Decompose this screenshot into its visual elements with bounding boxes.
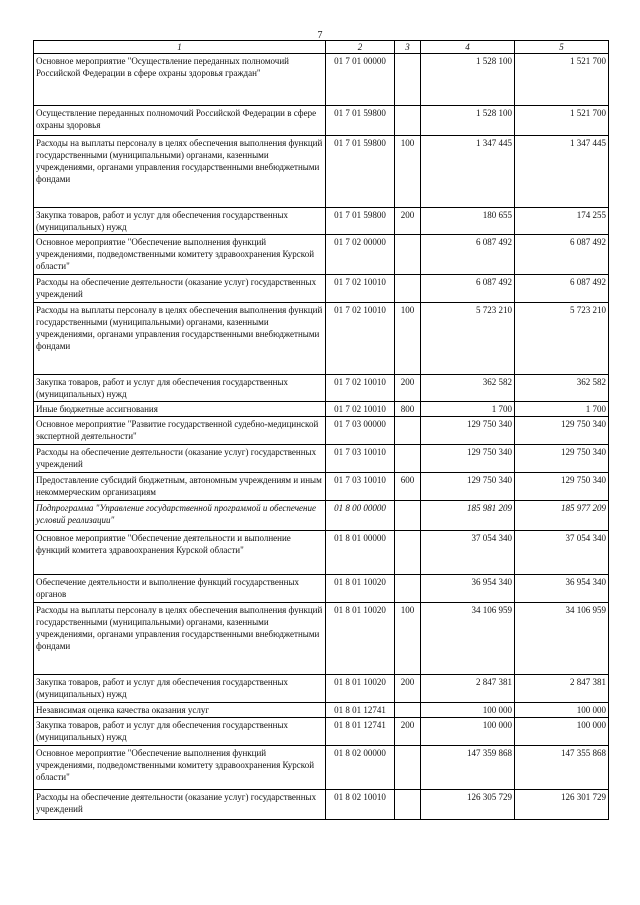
table-row — [34, 303, 609, 375]
row-type — [395, 501, 421, 531]
row-name: Расходы на обеспечение деятельности (оказание услуг) государственных учреждений — [34, 445, 326, 473]
row-type — [395, 275, 421, 303]
row-value-2: 1 700 — [515, 402, 609, 417]
table-header-row — [34, 41, 609, 54]
row-type — [395, 790, 421, 820]
row-value-1: 100 000 — [421, 718, 515, 746]
table-row — [34, 417, 609, 445]
row-code: 01 7 03 10010 — [326, 473, 395, 501]
row-name: Подпрограмма "Управление государственной программой и обеспечение условий реализации" — [34, 501, 326, 531]
row-value-2: 129 750 340 — [515, 473, 609, 501]
row-type: 100 — [395, 136, 421, 208]
row-code: 01 8 01 10020 — [326, 675, 395, 703]
row-value-1: 1 528 100 — [421, 54, 515, 106]
row-name: Расходы на выплаты персоналу в целях обеспечения выполнения функций государственными (муниципальными) органами, казенными учреждениями, органами управления государственными внебюджетными фондами — [34, 136, 326, 208]
row-code: 01 7 02 10010 — [326, 303, 395, 375]
row-type: 600 — [395, 473, 421, 501]
table-row — [34, 675, 609, 703]
row-value-2: 5 723 210 — [515, 303, 609, 375]
row-value-1: 5 723 210 — [421, 303, 515, 375]
table-row — [34, 402, 609, 417]
row-name: Обеспечение деятельности и выполнение функций государственных органов — [34, 575, 326, 603]
row-value-2: 129 750 340 — [515, 445, 609, 473]
table-row — [34, 531, 609, 575]
row-code: 01 8 01 12741 — [326, 703, 395, 718]
row-name: Закупка товаров, работ и услуг для обеспечения государственных (муниципальных) нужд — [34, 208, 326, 235]
row-name: Расходы на обеспечение деятельности (оказание услуг) государственных учреждений — [34, 790, 326, 820]
row-value-1: 6 087 492 — [421, 275, 515, 303]
row-value-2: 147 355 868 — [515, 746, 609, 790]
row-name: Основное мероприятие "Обеспечение деятельности и выполнение функций комитета здравоохранения Курской области" — [34, 531, 326, 575]
row-type: 200 — [395, 208, 421, 235]
row-value-2: 36 954 340 — [515, 575, 609, 603]
row-name: Предоставление субсидий бюджетным, автономным учреждениям и иным некоммерческим организациям — [34, 473, 326, 501]
row-value-2: 2 847 381 — [515, 675, 609, 703]
row-type: 100 — [395, 603, 421, 675]
row-value-1: 362 582 — [421, 375, 515, 402]
row-name: Расходы на обеспечение деятельности (оказание услуг) государственных учреждений — [34, 275, 326, 303]
table-row — [34, 473, 609, 501]
row-code: 01 7 01 59800 — [326, 106, 395, 136]
table-row — [34, 445, 609, 473]
row-value-2: 37 054 340 — [515, 531, 609, 575]
row-type — [395, 417, 421, 445]
row-code: 01 7 03 10010 — [326, 445, 395, 473]
row-value-1: 129 750 340 — [421, 473, 515, 501]
row-code: 01 7 03 00000 — [326, 417, 395, 445]
row-value-1: 129 750 340 — [421, 417, 515, 445]
row-code: 01 8 01 00000 — [326, 531, 395, 575]
table-row — [34, 375, 609, 402]
row-value-1: 34 106 959 — [421, 603, 515, 675]
row-code: 01 8 01 10020 — [326, 603, 395, 675]
row-type — [395, 746, 421, 790]
column-header: 1 — [34, 41, 326, 54]
table-row — [34, 106, 609, 136]
row-type — [395, 575, 421, 603]
row-name: Основное мероприятие "Обеспечение выполнения функций учреждениями, подведомственными комитету здравоохранения Курской области" — [34, 746, 326, 790]
row-name: Закупка товаров, работ и услуг для обеспечения государственных (муниципальных) нужд — [34, 375, 326, 402]
row-code: 01 8 02 00000 — [326, 746, 395, 790]
table-row — [34, 703, 609, 718]
table-row — [34, 575, 609, 603]
row-value-1: 1 700 — [421, 402, 515, 417]
row-value-2: 129 750 340 — [515, 417, 609, 445]
row-value-2: 34 106 959 — [515, 603, 609, 675]
table-row — [34, 275, 609, 303]
row-code: 01 8 01 12741 — [326, 718, 395, 746]
row-value-1: 2 847 381 — [421, 675, 515, 703]
row-code: 01 7 02 00000 — [326, 235, 395, 275]
row-value-2: 6 087 492 — [515, 235, 609, 275]
row-value-2: 174 255 — [515, 208, 609, 235]
row-name: Расходы на выплаты персоналу в целях обеспечения выполнения функций государственными (муниципальными) органами, казенными учреждениями, органами управления государственными внебюджетными фондами — [34, 603, 326, 675]
row-name: Осуществление переданных полномочий Российской Федерации в сфере охраны здоровья — [34, 106, 326, 136]
row-value-2: 6 087 492 — [515, 275, 609, 303]
row-name: Независимая оценка качества оказания услуг — [34, 703, 326, 718]
row-value-1: 129 750 340 — [421, 445, 515, 473]
column-header: 2 — [326, 41, 395, 54]
row-type — [395, 54, 421, 106]
row-type: 800 — [395, 402, 421, 417]
row-code: 01 7 02 10010 — [326, 375, 395, 402]
row-value-1: 147 359 868 — [421, 746, 515, 790]
page-number: 7 — [317, 30, 323, 41]
row-code: 01 7 02 10010 — [326, 275, 395, 303]
row-value-2: 1 521 700 — [515, 54, 609, 106]
row-name: Закупка товаров, работ и услуг для обеспечения государственных (муниципальных) нужд — [34, 675, 326, 703]
row-value-2: 100 000 — [515, 703, 609, 718]
row-value-2: 1 521 700 — [515, 106, 609, 136]
row-type — [395, 445, 421, 473]
table-row — [34, 790, 609, 820]
table-row — [34, 235, 609, 275]
column-header: 5 — [515, 41, 609, 54]
budget-table — [33, 40, 609, 820]
row-value-1: 1 528 100 — [421, 106, 515, 136]
table-row — [34, 54, 609, 106]
column-header: 4 — [421, 41, 515, 54]
row-code: 01 7 01 00000 — [326, 54, 395, 106]
row-value-1: 36 954 340 — [421, 575, 515, 603]
row-code: 01 7 01 59800 — [326, 208, 395, 235]
table-row — [34, 718, 609, 746]
row-value-1: 37 054 340 — [421, 531, 515, 575]
table-row — [34, 136, 609, 208]
row-type — [395, 703, 421, 718]
row-value-1: 180 655 — [421, 208, 515, 235]
column-header: 3 — [395, 41, 421, 54]
row-value-2: 185 977 209 — [515, 501, 609, 531]
row-name: Основное мероприятие "Развитие государственной судебно-медицинской экспертной деятельности" — [34, 417, 326, 445]
row-name: Основное мероприятие "Обеспечение выполнения функций учреждениями, подведомственными комитету здравоохранения Курской области" — [34, 235, 326, 275]
row-type: 200 — [395, 675, 421, 703]
row-value-2: 1 347 445 — [515, 136, 609, 208]
row-value-2: 100 000 — [515, 718, 609, 746]
row-name: Иные бюджетные ассигнования — [34, 402, 326, 417]
row-type — [395, 106, 421, 136]
row-value-1: 126 305 729 — [421, 790, 515, 820]
row-type: 200 — [395, 718, 421, 746]
row-code: 01 8 02 10010 — [326, 790, 395, 820]
table-row — [34, 603, 609, 675]
row-value-1: 6 087 492 — [421, 235, 515, 275]
row-value-1: 100 000 — [421, 703, 515, 718]
row-type: 200 — [395, 375, 421, 402]
row-code: 01 8 00 00000 — [326, 501, 395, 531]
row-name: Основное мероприятие "Осуществление переданных полномочий Российской Федерации в сфере охраны здоровья граждан" — [34, 54, 326, 106]
row-type — [395, 235, 421, 275]
row-value-1: 185 981 209 — [421, 501, 515, 531]
row-code: 01 8 01 10020 — [326, 575, 395, 603]
row-name: Закупка товаров, работ и услуг для обеспечения государственных (муниципальных) нужд — [34, 718, 326, 746]
row-value-1: 1 347 445 — [421, 136, 515, 208]
table-row — [34, 208, 609, 235]
row-code: 01 7 01 59800 — [326, 136, 395, 208]
table-row — [34, 746, 609, 790]
row-type — [395, 531, 421, 575]
row-value-2: 126 301 729 — [515, 790, 609, 820]
row-type: 100 — [395, 303, 421, 375]
table-row — [34, 501, 609, 531]
row-value-2: 362 582 — [515, 375, 609, 402]
row-name: Расходы на выплаты персоналу в целях обеспечения выполнения функций государственными (муниципальными) органами, казенными учреждениями, органами управления государственными внебюджетными фондами — [34, 303, 326, 375]
row-code: 01 7 02 10010 — [326, 402, 395, 417]
